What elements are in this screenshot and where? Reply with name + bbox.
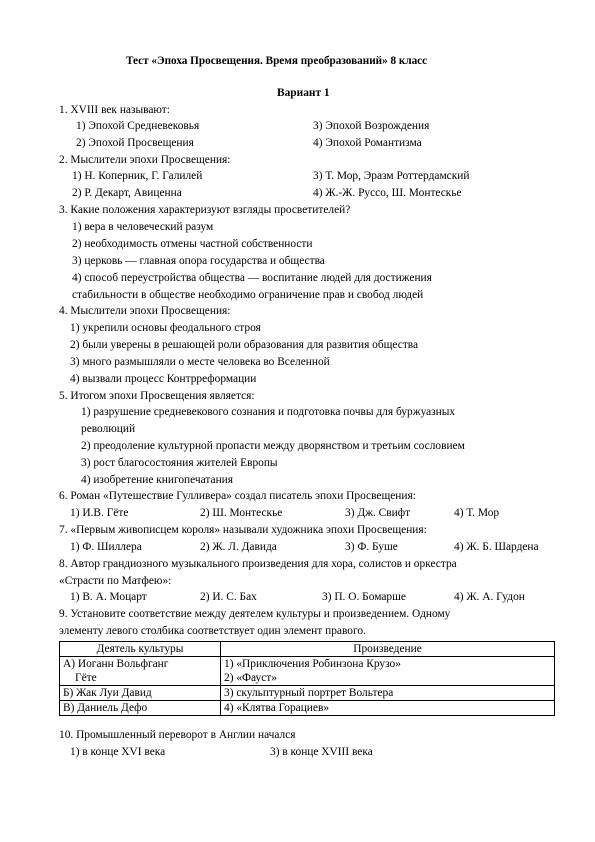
question-4-option-3: 3) много размышляли о месте человека во Вселенной — [70, 356, 330, 368]
question-10-option-3: 3) в конце XVIII века — [270, 746, 373, 758]
work-3: 3) скульптурный портрет Вольтера — [221, 686, 555, 701]
question-5-option-4: 4) изобретение книгопечатания — [81, 474, 234, 486]
question-2-option-2: 2) Р. Декарт, Авиценна — [72, 187, 182, 199]
variant-label: Вариант 1 — [277, 87, 330, 99]
question-8-text-continued: «Страсти по Матфею»: — [59, 575, 172, 587]
table-header-work: Произведение — [221, 642, 555, 657]
question-6-option-2: 2) Ш. Монтескье — [200, 507, 283, 519]
question-5-option-1-continued: революций — [81, 423, 136, 435]
question-3-option-4-continued: стабильности в обществе необходимо ограничение прав и свобод людей — [72, 289, 424, 301]
work-4: 4) «Клятва Горациев» — [221, 701, 555, 716]
question-8-option-3: 3) П. О. Бомарше — [322, 591, 406, 603]
question-1-option-3: 3) Эпохой Возрождения — [313, 120, 430, 132]
question-2-option-1: 1) Н. Коперник, Г. Галилей — [72, 170, 203, 182]
figure-v: В) Даниель Дефо — [60, 701, 221, 716]
question-7-option-1: 1) Ф. Шиллера — [70, 541, 142, 553]
figure-b: Б) Жак Луи Давид — [60, 686, 221, 701]
question-8-option-4: 4) Ж. А. Гудон — [454, 591, 525, 603]
question-2-text: 2. Мыслители эпохи Просвещения: — [59, 154, 231, 166]
question-10-text: 10. Промышленный переворот в Англии начался — [59, 729, 296, 741]
question-4-option-2: 2) были уверены в решающей роли образования для развития общества — [70, 339, 419, 351]
table-row — [60, 701, 555, 716]
question-4-option-1: 1) укрепили основы феодального строя — [70, 322, 261, 334]
question-2-option-4: 4) Ж.-Ж. Руссо, Ш. Монтескье — [313, 187, 462, 199]
table-cell-left — [60, 657, 221, 686]
question-3-text: 3. Какие положения характеризуют взгляды просветителей? — [59, 204, 351, 216]
figure-a: А) Иоганн Вольфганг — [63, 658, 169, 670]
figure-a-continued: Гёте — [75, 672, 97, 684]
question-3-option-2: 2) необходимость отмены частной собственности — [72, 238, 313, 250]
question-8-option-1: 1) В. А. Моцарт — [70, 591, 147, 603]
work-2: 2) «Фауст» — [224, 672, 277, 684]
table-cell-right — [221, 657, 555, 686]
question-3-option-3: 3) церковь — главная опора государства и общества — [72, 255, 325, 267]
question-4-text: 4. Мыслители эпохи Просвещения: — [59, 305, 231, 317]
work-1: 1) «Приключения Робинзона Крузо» — [224, 658, 401, 670]
question-6-option-3: 3) Дж. Свифт — [345, 507, 411, 519]
question-7-option-3: 3) Ф. Буше — [345, 541, 398, 553]
table-row — [60, 686, 555, 701]
question-4-option-4: 4) вызвали процесс Контрреформации — [70, 373, 257, 385]
question-10-option-1: 1) в конце XVI века — [70, 746, 166, 758]
question-8-option-2: 2) И. С. Бах — [200, 591, 257, 603]
question-1-option-4: 4) Эпохой Романтизма — [313, 137, 422, 149]
table-header-row — [60, 642, 555, 657]
question-6-option-4: 4) Т. Мор — [454, 507, 500, 519]
question-6-option-1: 1) И.В. Гёте — [70, 507, 129, 519]
question-1-option-2: 2) Эпохой Просвещения — [76, 137, 194, 149]
question-3-option-4: 4) способ переустройства общества — воспитание людей для достижения — [72, 272, 432, 284]
matching-table — [59, 641, 555, 716]
question-2-option-3: 3) Т. Мор, Эразм Роттердамский — [313, 170, 470, 182]
table-header-figure: Деятель культуры — [60, 642, 221, 657]
table-row — [60, 657, 555, 686]
question-7-option-4: 4) Ж. Б. Шардена — [454, 541, 539, 553]
question-7-option-2: 2) Ж. Л. Давида — [200, 541, 277, 553]
question-9-text: 9. Установите соответствие между деятелем культуры и произведением. Одному — [59, 608, 451, 620]
page-title: Тест «Эпоха Просвещения. Время преобразований» 8 класс — [126, 55, 428, 67]
question-9-text-continued: элементу левого столбика соответствует один элемент правого. — [59, 625, 366, 637]
question-1-text: 1. XVIII век называют: — [59, 104, 170, 116]
question-6-text: 6. Роман «Путешествие Гулливера» создал писатель эпохи Просвещения: — [59, 490, 416, 502]
question-1-option-1: 1) Эпохой Средневековья — [76, 120, 200, 132]
question-8-text: 8. Автор грандиозного музыкального произведения для хора, солистов и оркестра — [59, 558, 457, 570]
question-5-text: 5. Итогом эпохи Просвещения является: — [59, 390, 255, 402]
question-5-option-1: 1) разрушение средневекового сознания и подготовка почвы для буржуазных — [81, 406, 456, 418]
question-5-option-2: 2) преодоление культурной пропасти между дворянством и третьим сословием — [81, 440, 465, 452]
question-7-text: 7. «Первым живописцем короля» называли художника эпохи Просвещения: — [59, 524, 427, 536]
question-3-option-1: 1) вера в человеческий разум — [72, 221, 214, 233]
question-5-option-3: 3) рост благосостояния жителей Европы — [81, 457, 278, 469]
